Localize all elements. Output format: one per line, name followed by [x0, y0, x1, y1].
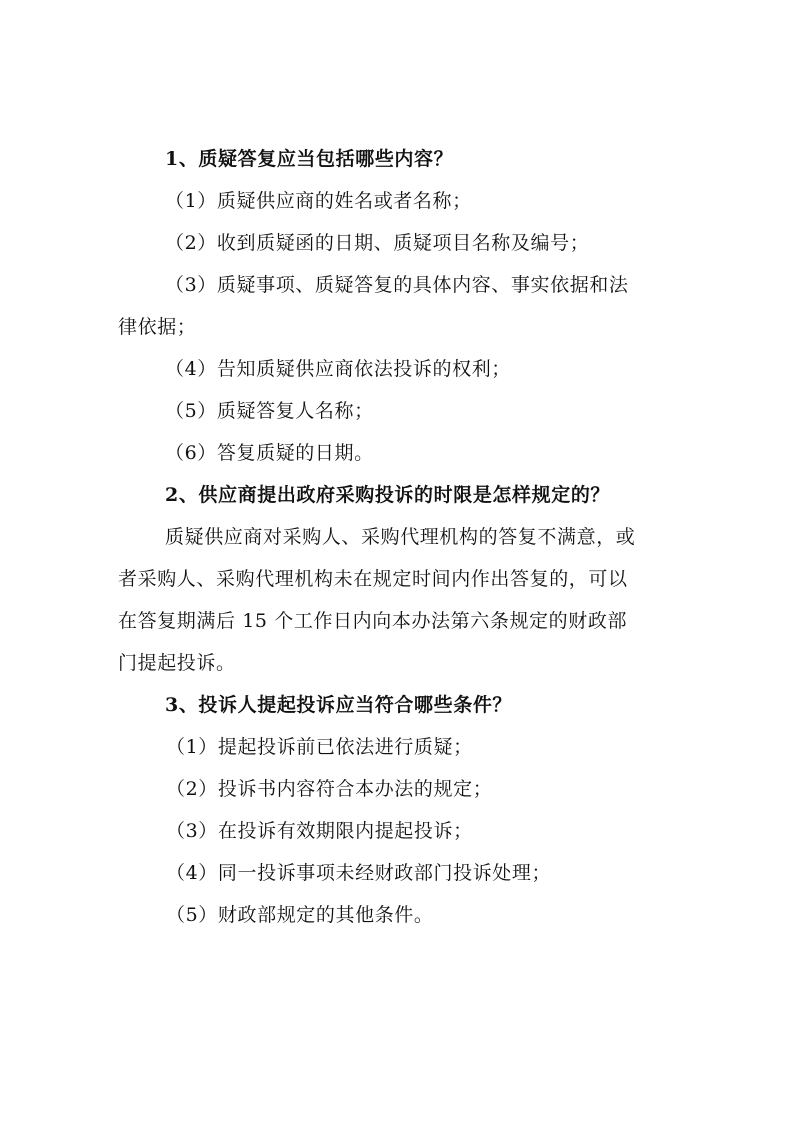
list-item: （1）质疑供应商的姓名或者名称； [165, 190, 472, 212]
list-item: （3）在投诉有效期限内提起投诉； [166, 820, 473, 842]
paragraph-line: 质疑供应商对采购人、采购代理机构的答复不满意，或 [165, 526, 636, 548]
paragraph-line: 门提起投诉。 [118, 652, 236, 674]
question-2-heading: 2、供应商提出政府采购投诉的时限是怎样规定的？ [165, 484, 611, 506]
list-item: （6）答复质疑的日期。 [165, 442, 374, 464]
list-item: （2）投诉书内容符合本办法的规定； [166, 778, 493, 800]
list-item: （3）质疑事项、质疑答复的具体内容、事实依据和法 [165, 274, 629, 296]
list-item: （5）质疑答复人名称； [165, 400, 374, 422]
question-1-heading: 1、质疑答复应当包括哪些内容？ [165, 148, 454, 170]
question-3-heading: 3、投诉人提起投诉应当符合哪些条件？ [165, 694, 513, 716]
paragraph-line: 者采购人、采购代理机构未在规定时间内作出答复的，可以 [118, 568, 628, 590]
list-item-continuation: 律依据； [118, 316, 197, 338]
paragraph-line: 在答复期满后 15 个工作日内向本办法第六条规定的财政部 [118, 610, 628, 632]
list-item: （4）告知质疑供应商依法投诉的权利； [165, 358, 511, 380]
list-item: （5）财政部规定的其他条件。 [166, 904, 434, 926]
list-item: （4）同一投诉事项未经财政部门投诉处理； [166, 862, 552, 884]
list-item: （2）收到质疑函的日期、质疑项目名称及编号； [165, 232, 590, 254]
list-item: （1）提起投诉前已依法进行质疑； [166, 736, 473, 758]
